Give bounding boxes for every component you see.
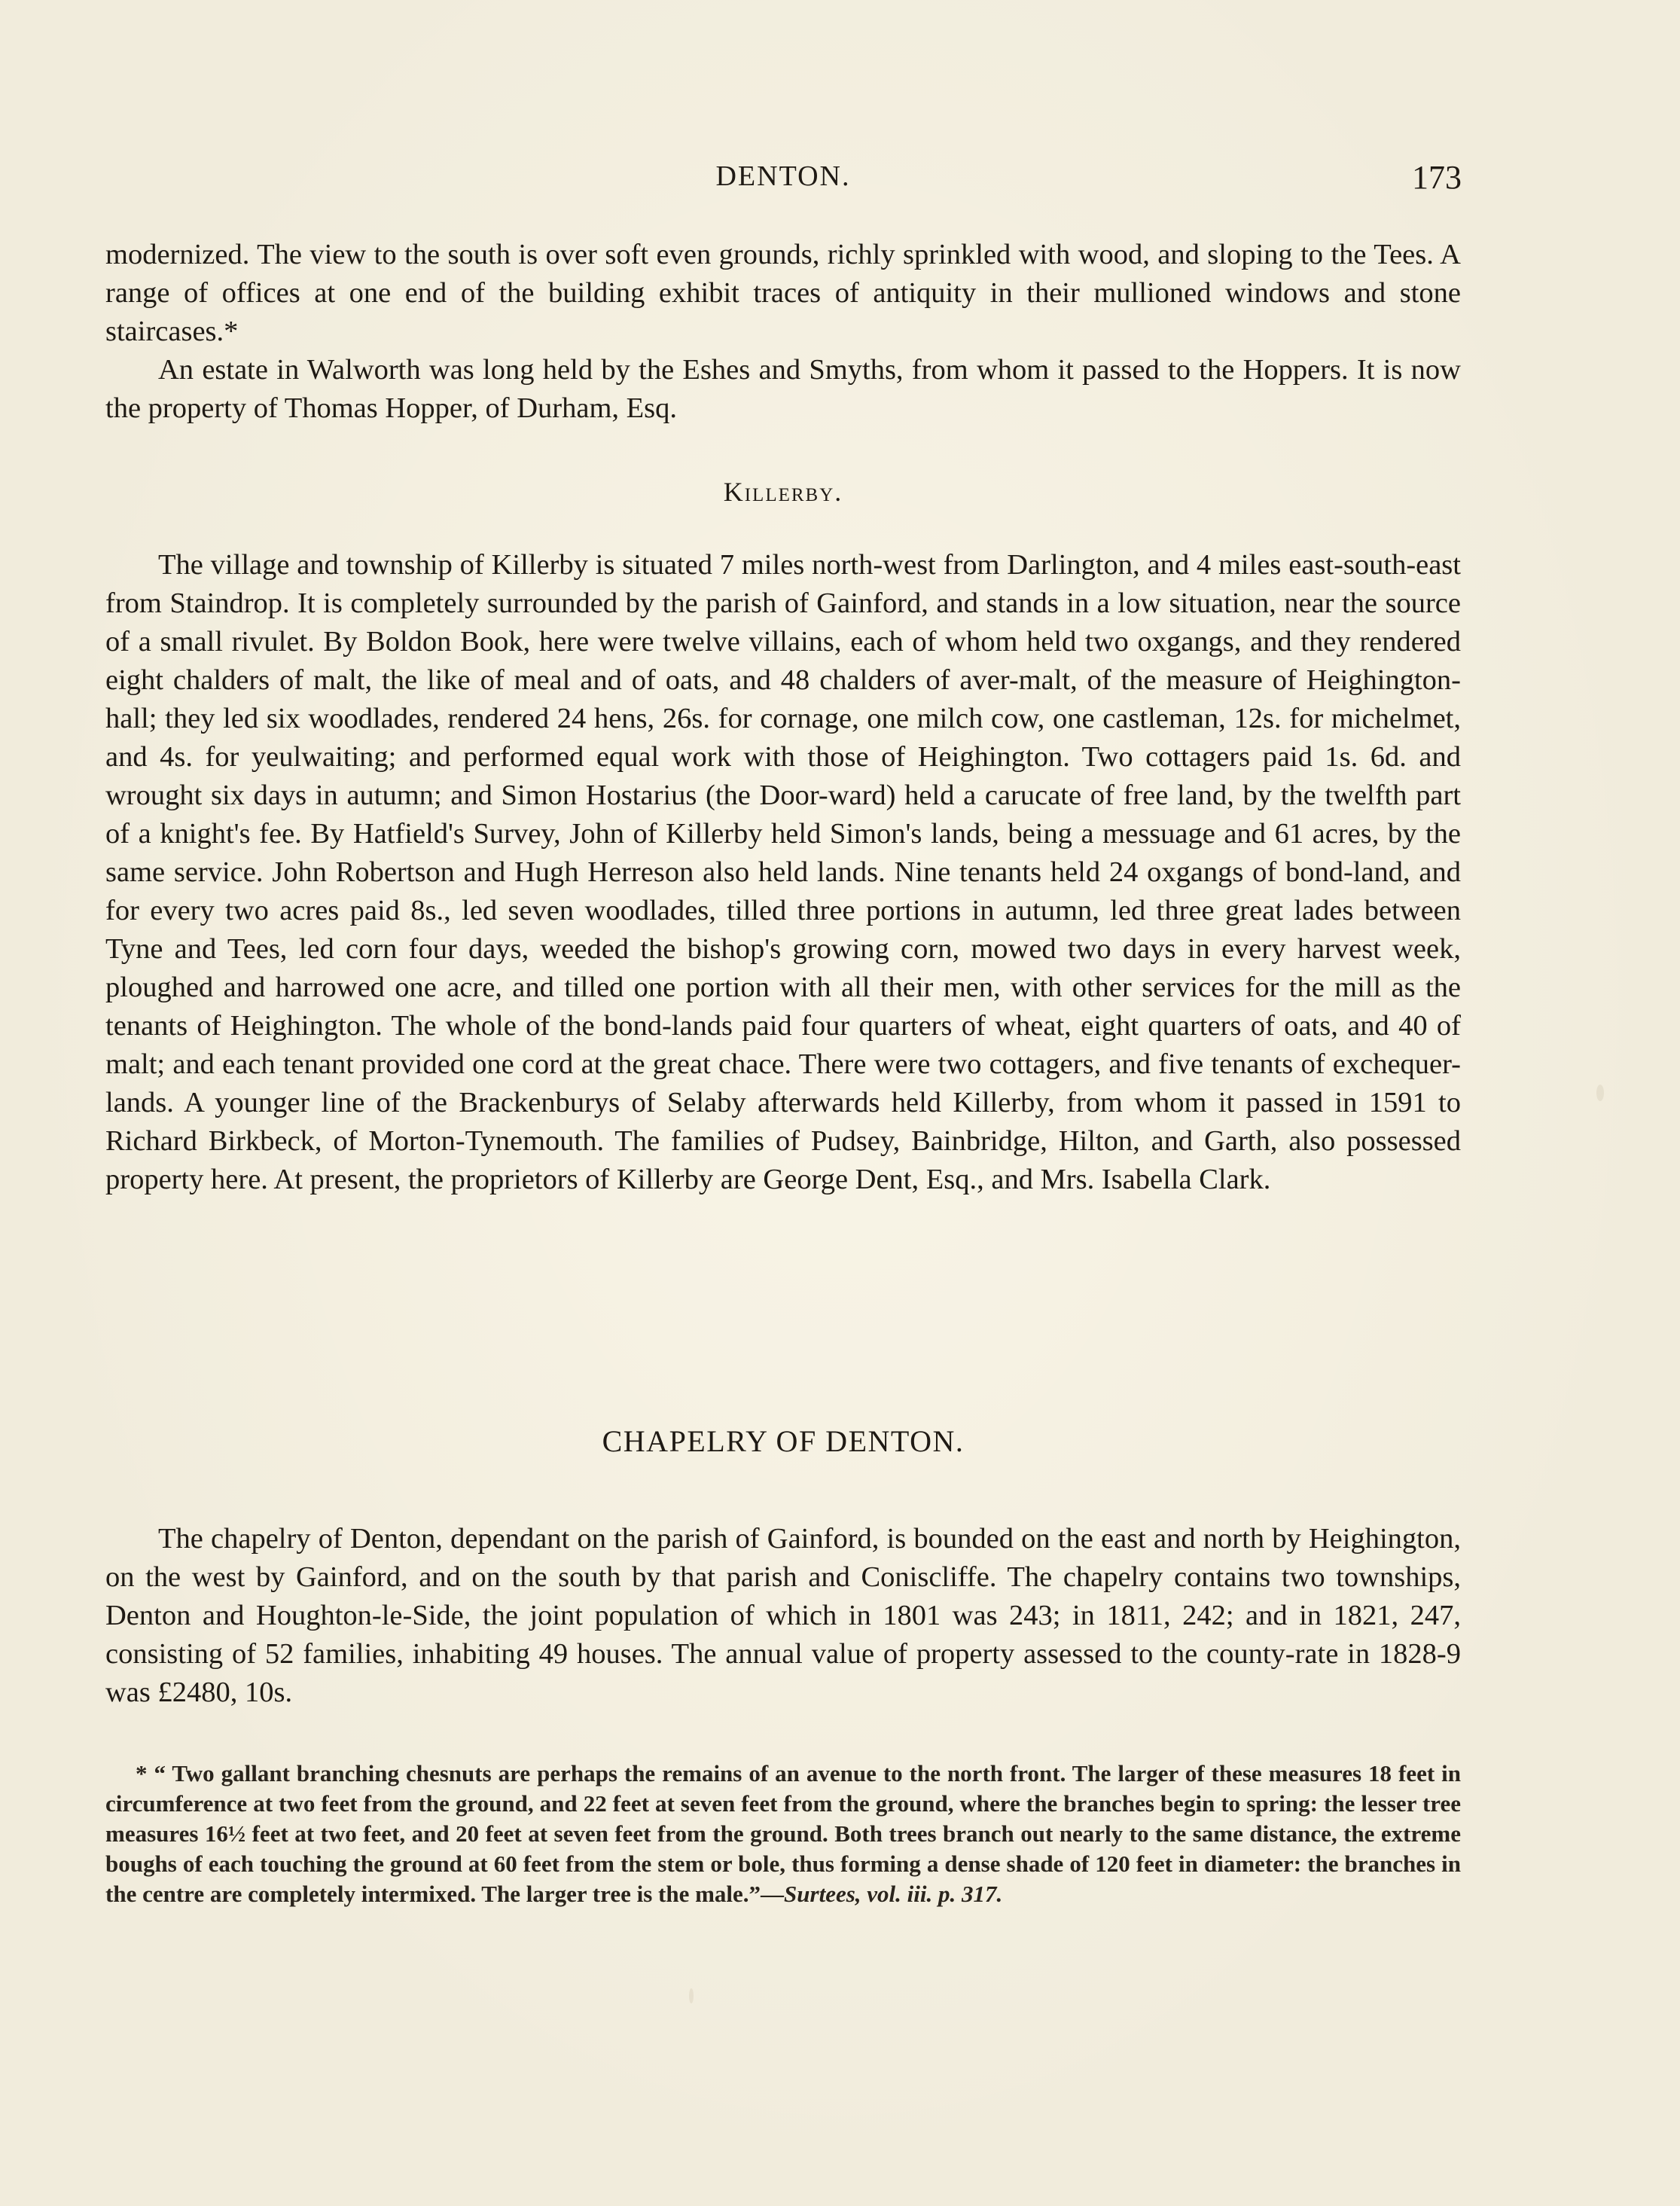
killerby-paragraph: The village and township of Killerby is situated 7 miles north-west from Darlington, and 4 miles east-south-east from Staindrop. It is completely surrounded by the parish of Gainford, and stands in a low situation, near the source of a small rivulet. By Boldon Book, here were twelve villains, each of whom held two oxgangs, and they rendered eight chalders of malt, the like of meal and of oats, and 48 chalders of aver-malt, of the measure of Heighington-hall; they led six woodlades, rendered 24 hens, 26s. for cornage, one milch cow, one castleman, 12s. for michelmet, and 4s. for yeulwaiting; and performed equal work with those of Heighington. Two cottagers paid 1s. 6d. and wrought six days in autumn; and Simon Hostarius (the Door-ward) held a carucate of free land, by the twelfth part of a knight's fee. By Hatfield's Survey, John of Killerby held Simon's lands, being a messuage and 61 acres, by the same service. John Robertson and Hugh Herreson also held lands. Nine tenants held 24 oxgangs of bond-land, and for every two acres paid 8s., led seven woodlades, tilled three portions in autumn, led three great lades between Tyne and Tees, led corn four days, weeded the bishop's growing corn, mowed two days in every harvest week, ploughed and harrowed one acre, and tilled one portion with all their men, with other services for the mill as the tenants of Heighington. The whole of the bond-lands paid four quarters of wheat, eight quarters of oats, and 40 of malt; and each tenant provided one cord at the great chace. There were two cottagers, and five tenants of exchequer-lands. A younger line of the Brackenburys of Selaby afterwards held Killerby, from whom it passed in 1591 to Richard Birkbeck, of Morton-Tynemouth. The families of Pudsey, Bainbridge, Hilton, and Garth, also possessed property here. At present, the proprietors of Killerby are George Dent, Esq., and Mrs. Isabella Clark. <box>105 549 1461 1195</box>
intro-text <box>105 236 1461 428</box>
intro-paragraph-continued: modernized. The view to the south is over soft even grounds, richly sprinkled with wood, and sloping to the Tees. A range of offices at one end of the building exhibit traces of antiquity in their mullioned windows and stone staircases.* <box>105 239 1461 347</box>
chapelry-paragraph: The chapelry of Denton, dependant on the parish of Gainford, is bounded on the east and north by Heighington, on the west by Gainford, and on the south by that parish and Coniscliffe. The chapelry contains two townships, Denton and Houghton-le-Side, the joint population of which in 1801 was 243; in 1811, 242; and in 1821, 247, consisting of 52 families, inhabiting 49 houses. The annual value of property assessed to the county-rate in 1828-9 was £2480, 10s. <box>105 1523 1461 1708</box>
chapelry-text <box>105 1520 1461 1712</box>
footnote-text: * “ Two gallant branching chesnuts are perhaps the remains of an avenue to the north front. The larger of these measures 18 feet in circumference at two feet from the ground, and 22 feet at seven feet from the ground, where the branches begin to spring: the lesser tree measures 16½ feet at two feet, and 20 feet at seven feet from the ground. Both trees branch out nearly to the same distance, the extreme boughs of each touching the ground at 60 feet from the stem or bole, thus forming a dense shade of 120 feet in diameter: the branches in the centre are completely intermixed. The larger tree is the male.”— <box>105 1760 1461 1907</box>
footnote-citation: Surtees, vol. iii. p. 317. <box>784 1881 1003 1907</box>
footnote-paragraph <box>105 1759 1461 1909</box>
running-head <box>105 160 1461 205</box>
running-title: DENTON. <box>715 160 851 192</box>
chapelry-heading: CHAPELRY OF DENTON. <box>602 1424 965 1458</box>
intro-paragraph-walworth: An estate in Walworth was long held by the Eshes and Smyths, from whom it passed to the Hoppers. It is now the property of Thomas Hopper, of Durham, Esq. <box>105 354 1461 424</box>
footnote <box>105 1759 1461 1909</box>
killerby-text <box>105 546 1461 1199</box>
page-blemish <box>1596 1085 1604 1101</box>
page-blemish <box>689 1988 694 2003</box>
killerby-heading: Killerby. <box>723 477 843 507</box>
page-number: 173 <box>1412 159 1462 196</box>
